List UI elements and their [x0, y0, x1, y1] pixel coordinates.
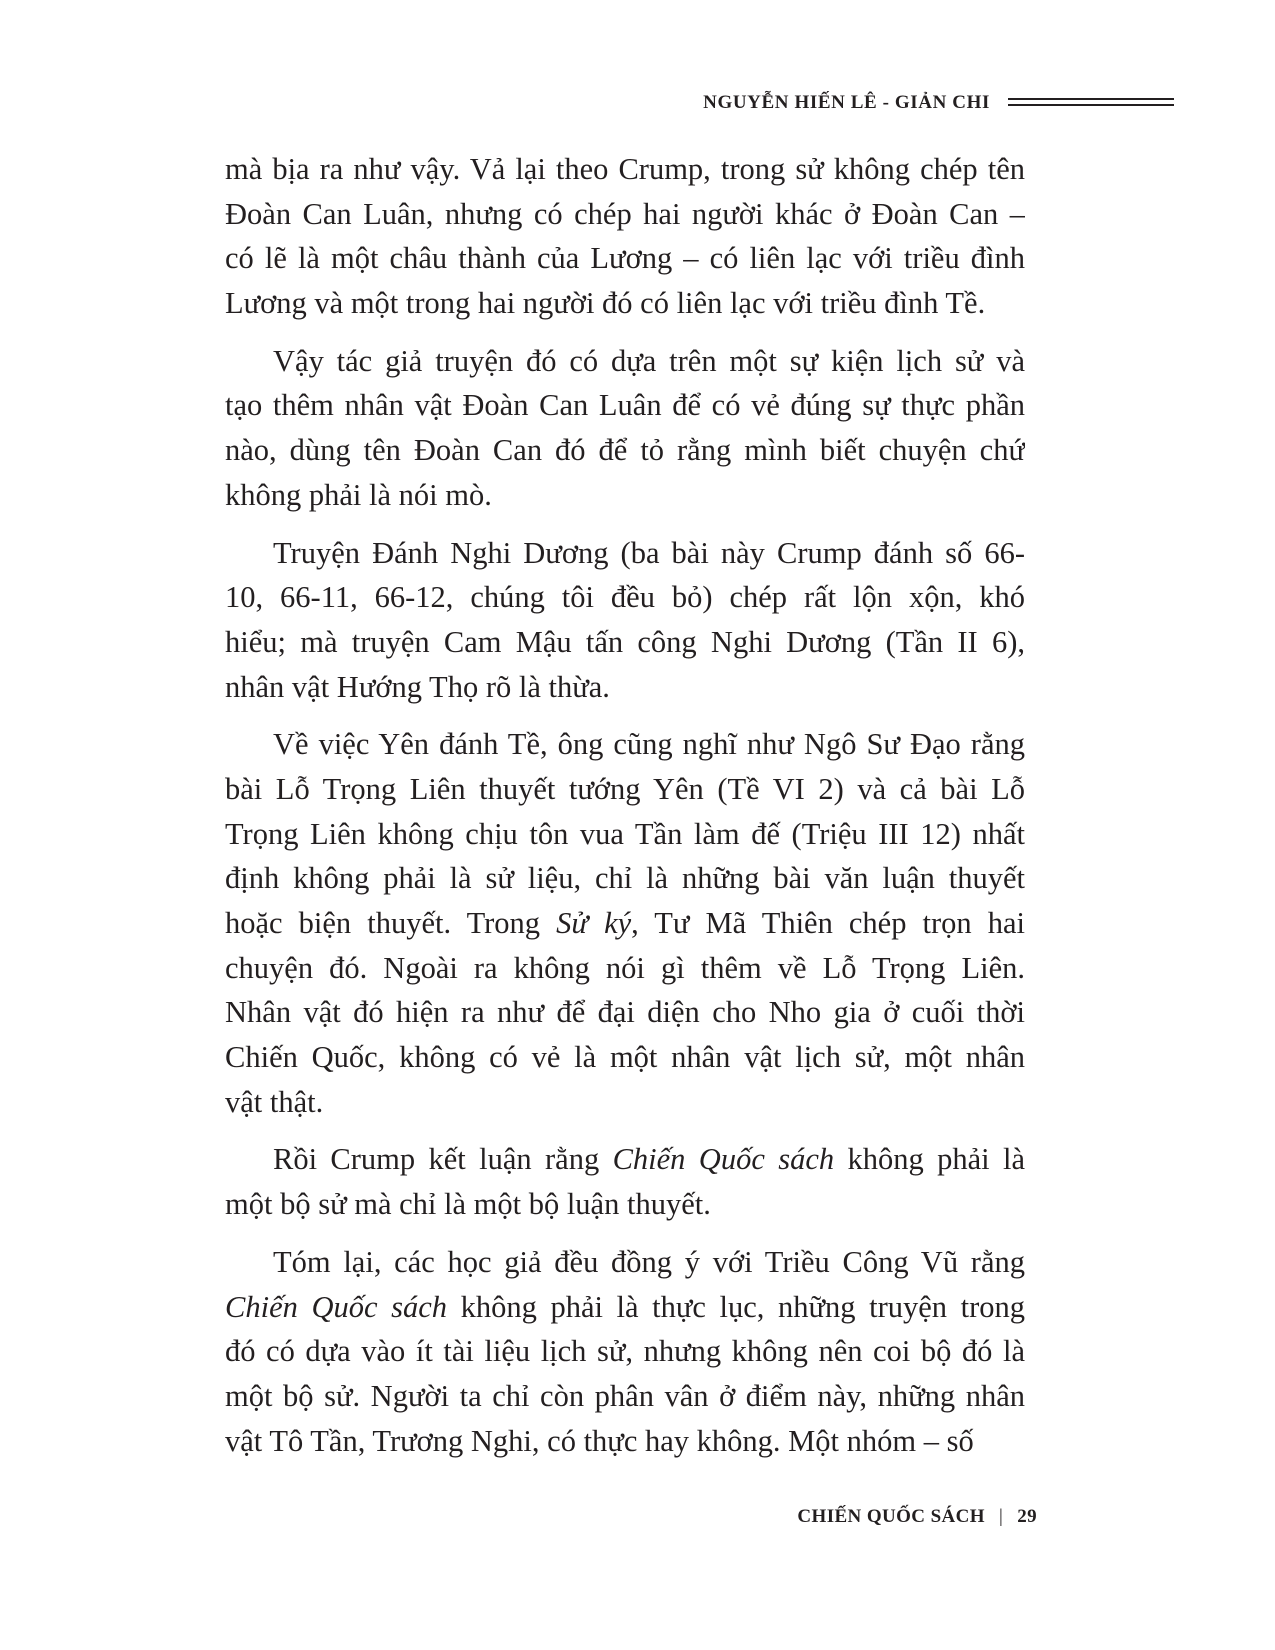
text-run: Nhân vật đó hiện ra như để đại diện cho Nho gia ở cuối thời: [225, 995, 1025, 1030]
paragraph-gap: [225, 1124, 1025, 1137]
text-line: [225, 575, 1025, 620]
text-run: Chiến Quốc, không có vẻ là một nhân vật lịch sử, một nhân: [225, 1040, 1025, 1075]
running-head-title: NGUYỄN HIẾN LÊ - GIẢN CHI: [703, 92, 990, 113]
text-run: một bộ sử. Người ta chỉ còn phân vân ở điểm này, những nhân: [225, 1378, 1025, 1413]
text-line: [225, 946, 1025, 991]
text-run: Trọng Liên không chịu tôn vua Tần làm đế (Triệu III 12) nhất: [225, 816, 1025, 851]
text-run: vật thật.: [225, 1084, 324, 1119]
text-run: có lẽ là một châu thành của Lương – có liên lạc với triều đình: [225, 241, 1025, 276]
paragraph-gap: [225, 709, 1025, 722]
paragraph: [225, 531, 1025, 710]
text-run: nhân vật Hướng Thọ rõ là thừa.: [225, 669, 610, 704]
text-run: chuyện đó. Ngoài ra không nói gì thêm về Lỗ Trọng Liên.: [225, 950, 1025, 985]
text-line: [225, 812, 1025, 857]
text-run: Về việc Yên đánh Tề, ông cũng nghĩ như Ngô Sư Đạo rằng: [273, 727, 1025, 762]
text-run: Lương và một trong hai người đó có liên lạc với triều đình Tề.: [225, 286, 986, 321]
text-line: [225, 901, 1025, 946]
text-line: [225, 428, 1025, 473]
text-run: không phải là thực lục, những truyện trong: [447, 1289, 1025, 1324]
text-run: nào, dùng tên Đoàn Can đó để tỏ rằng mình biết chuyện chứ: [225, 433, 1025, 468]
footer-book-title: CHIẾN QUỐC SÁCH: [797, 1506, 985, 1527]
text-line: [225, 473, 1025, 518]
text-line: [225, 1285, 1025, 1330]
text-run: đó có dựa vào ít tài liệu lịch sử, nhưng không nên coi bộ đó là: [225, 1334, 1025, 1369]
text-run: không phải là nói mò.: [225, 477, 492, 512]
text-run: Đoàn Can Luân, nhưng có chép hai người khác ở Đoàn Can –: [225, 196, 1025, 231]
text-run: 10, 66-11, 66-12, chúng tôi đều bỏ) chép rất lộn xộn, khó: [225, 580, 1025, 615]
paragraph: [225, 147, 1025, 326]
text-line: [225, 722, 1025, 767]
text-line: [225, 1182, 1025, 1227]
text-line: [225, 1035, 1025, 1080]
text-line: [225, 339, 1025, 384]
running-head: [0, 90, 1275, 120]
text-run: Vậy tác giả truyện đó có dựa trên một sự kiện lịch sử và: [273, 343, 1025, 378]
text-run: mà bịa ra như vậy. Vả lại theo Crump, trong sử không chép tên: [225, 152, 1025, 186]
text-line: [225, 281, 1025, 326]
footer-separator: |: [998, 1506, 1004, 1527]
text-line: [225, 620, 1025, 665]
running-head-rule: [1008, 98, 1174, 106]
text-line: [225, 1419, 1025, 1464]
running-foot: [797, 1506, 1037, 1528]
paragraph: [225, 722, 1025, 1124]
text-run: Truyện Đánh Nghi Dương (ba bài này Crump đánh số 66-: [273, 535, 1025, 570]
paragraph: [225, 1137, 1025, 1226]
paragraph-gap: [225, 518, 1025, 531]
text-run: định không phải là sử liệu, chỉ là những bài văn luận thuyết: [225, 861, 1025, 896]
text-run: Rồi Crump kết luận rằng: [273, 1142, 613, 1177]
text-line: [225, 767, 1025, 812]
paragraph: [225, 1240, 1025, 1463]
text-line: [225, 383, 1025, 428]
text-line: [225, 1240, 1025, 1285]
text-run: hoặc biện thuyết. Trong: [225, 906, 557, 940]
paragraph-gap: [225, 326, 1025, 339]
text-line: [225, 236, 1025, 281]
page-number: 29: [1017, 1506, 1037, 1527]
text-line: [225, 147, 1025, 192]
text-run: bài Lỗ Trọng Liên thuyết tướng Yên (Tề VI 2) và cả bài Lỗ: [225, 771, 1025, 806]
paragraph: [225, 339, 1025, 518]
italic-title: Chiến Quốc sách: [612, 1142, 835, 1177]
italic-title: Sử ký: [556, 906, 632, 940]
body-text: [225, 147, 1025, 1463]
text-run: tạo thêm nhân vật Đoàn Can Luân để có vẻ đúng sự thực phần: [225, 388, 1025, 423]
text-line: [225, 531, 1025, 576]
text-line: [225, 665, 1025, 710]
text-run: hiểu; mà truyện Cam Mậu tấn công Nghi Dương (Tần II 6),: [225, 624, 1025, 659]
text-run: một bộ sử mà chỉ là một bộ luận thuyết.: [225, 1187, 711, 1222]
text-run: Tóm lại, các học giả đều đồng ý với Triều Công Vũ rằng: [273, 1244, 1025, 1279]
text-line: [225, 1137, 1025, 1182]
text-line: [225, 1329, 1025, 1374]
text-line: [225, 856, 1025, 901]
text-run: không phải là: [834, 1142, 1025, 1177]
text-line: [225, 990, 1025, 1035]
text-line: [225, 1374, 1025, 1419]
paragraph-gap: [225, 1227, 1025, 1240]
text-run: vật Tô Tần, Trương Nghi, có thực hay không. Một nhóm – số: [225, 1423, 974, 1458]
text-line: [225, 192, 1025, 237]
italic-title: Chiến Quốc sách: [225, 1289, 448, 1324]
text-line: [225, 1080, 1025, 1125]
text-run: , Tư Mã Thiên chép trọn hai: [631, 906, 1025, 940]
